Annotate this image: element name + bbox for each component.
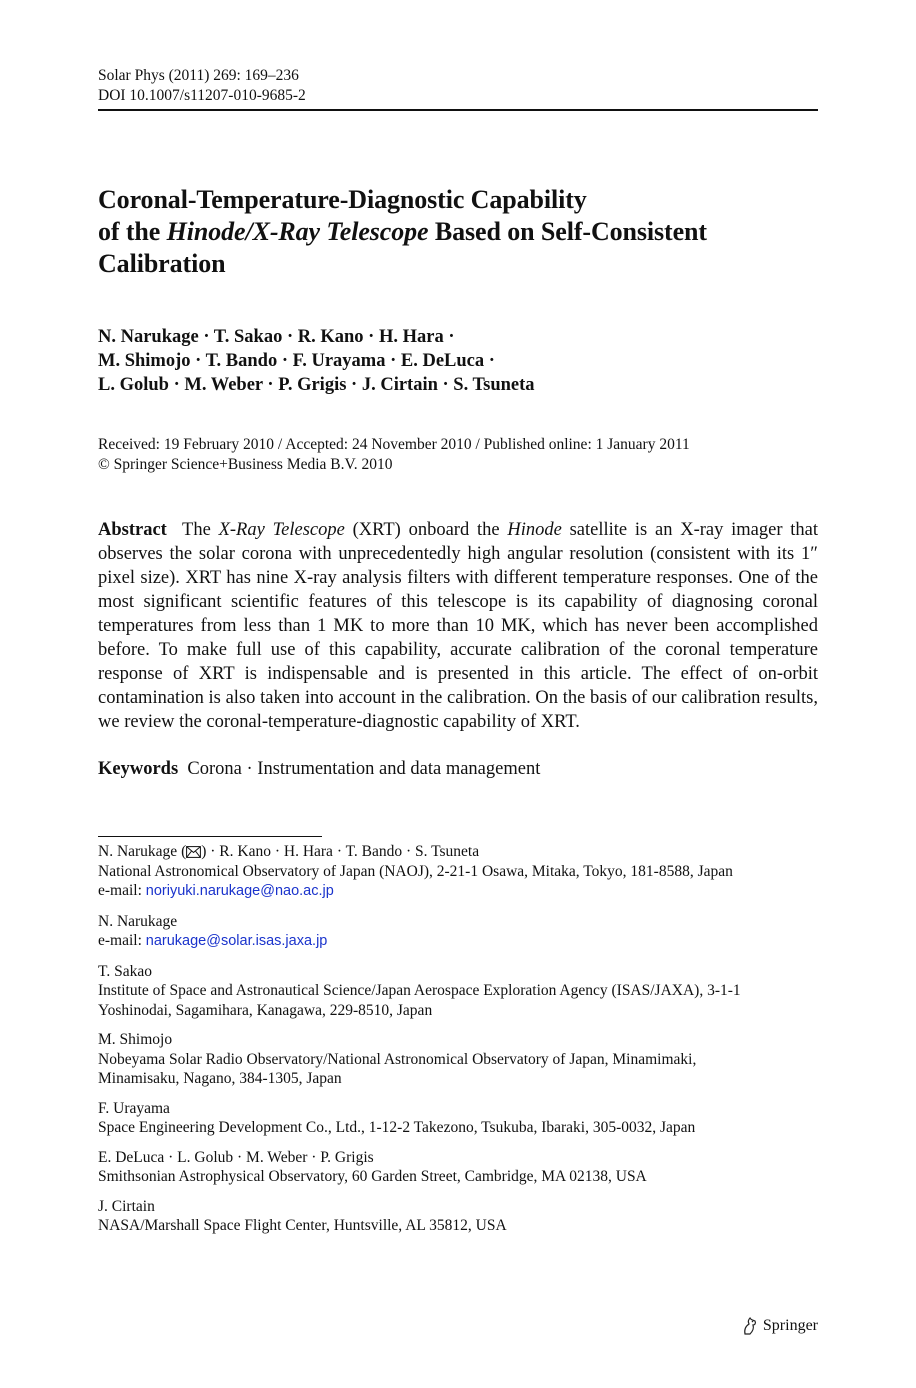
affiliation-address-line-2: Minamisaku, Nagano, 384-1305, Japan (98, 1070, 342, 1087)
affiliation-institution: National Astronomical Observatory of Japan (NAOJ), 2-21-1 Osawa, Mitaka, Tokyo, 181-8588, Japan (98, 862, 733, 880)
affiliation-address-line-2: Yoshinodai, Sagamihara, Kanagawa, 229-8510, Japan (98, 1001, 433, 1019)
abstract-text-2: (XRT) onboard the (344, 520, 508, 540)
footnote-rule (98, 836, 322, 837)
springer-horse-icon (741, 1316, 759, 1336)
affiliation-names (98, 842, 818, 862)
header-rule (98, 109, 818, 111)
affiliation-names: T. Sakao (98, 962, 152, 980)
abstract-text-3: satellite is an X-ray imager that observes the solar corona with unprecedentedly high angular resolution (consistent with its 1″ pixel size). XRT has nine X-ray analysis filters with different temperature responses. One of the most significant scientific features of this telescope is its capability of diagnosing coronal temperatures from less than 1 MK to more than 10 MK, which has never been accomplished before. To make full use of this capability, accurate calibration of the coronal temperature response of XRT is indispensable and is presented in this article. The effect of on-orbit contamination is also taken into account in the calibration. On the basis of our calibration results, we review the coronal-temperature-diagnostic capability of XRT. (98, 520, 818, 732)
affiliation-isas (98, 962, 818, 1021)
email-link[interactable]: narukage@solar.isas.jaxa.jp (145, 933, 328, 949)
envelope-icon (186, 846, 201, 858)
authors-line-2: M. Shimojo · T. Bando · F. Urayama · E. DeLuca · (98, 351, 495, 371)
received-accepted-published: Received: 19 February 2010 / Accepted: 24 November 2010 / Published online: 1 January 2011 (98, 436, 690, 453)
authors-line-3: L. Golub · M. Weber · P. Grigis · J. Cirtain · S. Tsuneta (98, 375, 535, 395)
keywords-label: Keywords (98, 759, 179, 779)
abstract-label: Abstract (98, 520, 167, 540)
publication-history (98, 435, 818, 474)
affiliation-address-line-1: Nobeyama Solar Radio Observatory/National Astronomical Observatory of Japan, Minamimaki, (98, 1050, 697, 1068)
affiliation-email-line (98, 931, 818, 952)
affiliation-names: J. Cirtain (98, 1197, 155, 1215)
email-label: e-mail: (98, 932, 146, 949)
title-line-2-post: Based on Self-Consistent (428, 217, 707, 246)
abstract (98, 518, 818, 734)
affiliation-email-line (98, 881, 818, 902)
title-line-2-pre: of the (98, 217, 167, 246)
copyright: © Springer Science+Business Media B.V. 2010 (98, 455, 393, 473)
author-list (98, 325, 818, 397)
doi: DOI 10.1007/s11207-010-9685-2 (98, 86, 306, 104)
affiliation-names-post: ) · R. Kano · H. Hara · T. Bando · S. Tsuneta (201, 843, 480, 860)
affiliation-address-line-1: Smithsonian Astrophysical Observatory, 60 Garden Street, Cambridge, MA 02138, USA (98, 1168, 647, 1185)
keywords-text: Corona · Instrumentation and data management (187, 759, 541, 779)
affiliation-address-line-1: NASA/Marshall Space Flight Center, Huntsville, AL 35812, USA (98, 1217, 507, 1234)
journal-citation: Solar Phys (2011) 269: 169–236 (98, 67, 299, 84)
email-label: e-mail: (98, 882, 146, 899)
affiliation-sao (98, 1148, 818, 1187)
abstract-italic-xrt: X-Ray Telescope (218, 520, 345, 540)
abstract-text-1: The (182, 520, 219, 540)
publisher-mark (741, 1316, 818, 1336)
abstract-italic-hinode: Hinode (507, 520, 562, 540)
keywords (98, 757, 818, 781)
affiliation-narukage-alt (98, 912, 818, 952)
affiliation-names: N. Narukage (98, 912, 178, 930)
title-line-1: Coronal-Temperature-Diagnostic Capability (98, 185, 587, 214)
affiliation-naoj (98, 842, 818, 902)
publisher-name: Springer (762, 1317, 818, 1334)
email-link[interactable]: noriyuki.narukage@nao.ac.jp (145, 883, 334, 899)
affiliation-names: E. DeLuca · L. Golub · M. Weber · P. Grigis (98, 1148, 374, 1166)
title-line-2-italic: Hinode/X-Ray Telescope (166, 217, 429, 246)
affiliation-address-line-1: Space Engineering Development Co., Ltd., 1-12-2 Takezono, Tsukuba, Ibaraki, 305-0032, Japan (98, 1119, 696, 1136)
title-line-3: Calibration (98, 249, 226, 278)
affiliation-names: M. Shimojo (98, 1031, 173, 1048)
paper-title (98, 184, 818, 280)
running-head (98, 66, 306, 105)
affiliation-nobeyama (98, 1030, 818, 1089)
affiliation-address-line-1: Institute of Space and Astronautical Science/Japan Aerospace Exploration Agency (ISAS/JAXA), 3-1-1 (98, 982, 741, 999)
authors-line-1: N. Narukage · T. Sakao · R. Kano · H. Hara · (98, 327, 455, 347)
affiliations (98, 842, 818, 1246)
affiliation-sed (98, 1099, 818, 1138)
affiliation-names-pre: N. Narukage ( (98, 843, 187, 860)
affiliation-nasa-msfc (98, 1197, 818, 1236)
affiliation-names: F. Urayama (98, 1099, 170, 1117)
